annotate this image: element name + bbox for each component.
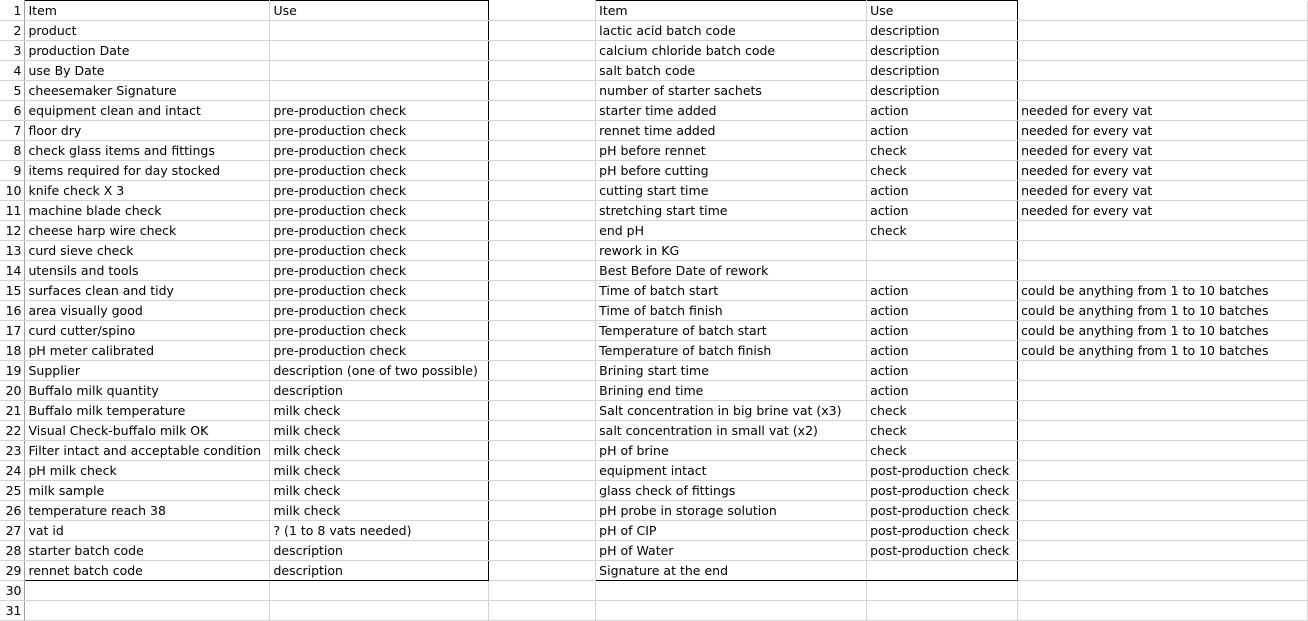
- cell-a[interactable]: curd sieve check: [25, 241, 270, 261]
- cell-d[interactable]: Temperature of batch start: [596, 321, 867, 341]
- row-header[interactable]: 21: [0, 401, 25, 421]
- cell-a[interactable]: cheese harp wire check: [25, 221, 270, 241]
- cell-b[interactable]: pre-production check: [270, 261, 489, 281]
- cell-d[interactable]: pH before rennet: [596, 141, 867, 161]
- cell-e[interactable]: action: [867, 301, 1018, 321]
- row-header[interactable]: 12: [0, 221, 25, 241]
- cell-c[interactable]: [489, 341, 596, 361]
- cell-d[interactable]: number of starter sachets: [596, 81, 867, 101]
- cell-f[interactable]: [1018, 381, 1308, 401]
- cell-f[interactable]: needed for every vat: [1018, 121, 1308, 141]
- cell-b[interactable]: description: [270, 561, 489, 581]
- cell-d[interactable]: Brining start time: [596, 361, 867, 381]
- sheet-row: [0, 581, 1308, 601]
- cell-a[interactable]: milk sample: [25, 481, 270, 501]
- cell-a[interactable]: Buffalo milk quantity: [25, 381, 270, 401]
- cell-a[interactable]: product: [25, 21, 270, 41]
- cell-a[interactable]: use By Date: [25, 61, 270, 81]
- row-header[interactable]: 27: [0, 521, 25, 541]
- cell-c[interactable]: [489, 581, 596, 601]
- cell-c[interactable]: [489, 561, 596, 581]
- sheet-row: [0, 481, 1308, 501]
- sheet-row: [0, 601, 1308, 621]
- cell-e[interactable]: check: [867, 141, 1018, 161]
- cell-c[interactable]: [489, 81, 596, 101]
- cell-a[interactable]: machine blade check: [25, 201, 270, 221]
- cell-b[interactable]: Use: [270, 1, 489, 21]
- cell-a[interactable]: Filter intact and acceptable condition: [25, 441, 270, 461]
- row-header[interactable]: 8: [0, 141, 25, 161]
- sheet-row: [0, 341, 1308, 361]
- cell-a[interactable]: production Date: [25, 41, 270, 61]
- row-header[interactable]: 4: [0, 61, 25, 81]
- row-header[interactable]: 9: [0, 161, 25, 181]
- cell-a[interactable]: Item: [25, 1, 270, 21]
- cell-c[interactable]: [489, 41, 596, 61]
- cell-d[interactable]: pH probe in storage solution: [596, 501, 867, 521]
- cell-f[interactable]: needed for every vat: [1018, 161, 1308, 181]
- cell-b[interactable]: milk check: [270, 501, 489, 521]
- sheet-row: [0, 141, 1308, 161]
- row-header[interactable]: 25: [0, 481, 25, 501]
- cell-c[interactable]: [489, 381, 596, 401]
- cell-b[interactable]: pre-production check: [270, 301, 489, 321]
- row-header[interactable]: 11: [0, 201, 25, 221]
- cell-d[interactable]: Temperature of batch finish: [596, 341, 867, 361]
- sheet-row: [0, 161, 1308, 181]
- row-header[interactable]: 17: [0, 321, 25, 341]
- cell-d[interactable]: rennet time added: [596, 121, 867, 141]
- cell-d[interactable]: rework in KG: [596, 241, 867, 261]
- row-header[interactable]: 30: [0, 581, 25, 601]
- row-header[interactable]: 28: [0, 541, 25, 561]
- cell-c[interactable]: [489, 21, 596, 41]
- cell-e[interactable]: post-production check: [867, 461, 1018, 481]
- cell-b[interactable]: pre-production check: [270, 341, 489, 361]
- row-header[interactable]: 14: [0, 261, 25, 281]
- cell-f[interactable]: needed for every vat: [1018, 101, 1308, 121]
- cell-c[interactable]: [489, 421, 596, 441]
- cell-f[interactable]: could be anything from 1 to 10 batches: [1018, 301, 1308, 321]
- cell-c[interactable]: [489, 441, 596, 461]
- cell-e[interactable]: action: [867, 121, 1018, 141]
- cell-c[interactable]: [489, 321, 596, 341]
- cell-c[interactable]: [489, 461, 596, 481]
- cell-f[interactable]: [1018, 1, 1308, 21]
- cell-b[interactable]: pre-production check: [270, 121, 489, 141]
- row-header[interactable]: 24: [0, 461, 25, 481]
- cell-e[interactable]: action: [867, 101, 1018, 121]
- cell-d[interactable]: Best Before Date of rework: [596, 261, 867, 281]
- cell-d[interactable]: Item: [596, 1, 867, 21]
- cell-f[interactable]: [1018, 521, 1308, 541]
- cell-d[interactable]: Signature at the end: [596, 561, 867, 581]
- cell-a[interactable]: pH milk check: [25, 461, 270, 481]
- cell-b[interactable]: pre-production check: [270, 221, 489, 241]
- cell-c[interactable]: [489, 541, 596, 561]
- sheet-row: [0, 281, 1308, 301]
- cell-e[interactable]: [867, 601, 1018, 621]
- cell-d[interactable]: salt batch code: [596, 61, 867, 81]
- cell-c[interactable]: [489, 61, 596, 81]
- cell-b[interactable]: description (one of two possible): [270, 361, 489, 381]
- cell-c[interactable]: [489, 301, 596, 321]
- cell-f[interactable]: [1018, 401, 1308, 421]
- cell-e[interactable]: [867, 581, 1018, 601]
- cell-b[interactable]: pre-production check: [270, 181, 489, 201]
- cell-d[interactable]: Salt concentration in big brine vat (x3): [596, 401, 867, 421]
- cell-c[interactable]: [489, 201, 596, 221]
- cell-f[interactable]: [1018, 541, 1308, 561]
- cell-b[interactable]: pre-production check: [270, 321, 489, 341]
- cell-f[interactable]: [1018, 361, 1308, 381]
- cell-f[interactable]: [1018, 61, 1308, 81]
- cell-e[interactable]: check: [867, 421, 1018, 441]
- cell-f[interactable]: [1018, 441, 1308, 461]
- cell-f[interactable]: [1018, 21, 1308, 41]
- sheet-row: [0, 81, 1308, 101]
- row-header[interactable]: 18: [0, 341, 25, 361]
- cell-f[interactable]: [1018, 81, 1308, 101]
- cell-d[interactable]: pH of brine: [596, 441, 867, 461]
- cell-d[interactable]: Brining end time: [596, 381, 867, 401]
- row-header[interactable]: 19: [0, 361, 25, 381]
- cell-e[interactable]: check: [867, 401, 1018, 421]
- cell-a[interactable]: utensils and tools: [25, 261, 270, 281]
- cell-e[interactable]: action: [867, 381, 1018, 401]
- sheet-row: [0, 121, 1308, 141]
- row-header[interactable]: 15: [0, 281, 25, 301]
- cell-b[interactable]: [270, 61, 489, 81]
- cell-a[interactable]: [25, 601, 270, 621]
- cell-c[interactable]: [489, 501, 596, 521]
- cell-a[interactable]: temperature reach 38: [25, 501, 270, 521]
- cell-f[interactable]: could be anything from 1 to 10 batches: [1018, 281, 1308, 301]
- cell-a[interactable]: surfaces clean and tidy: [25, 281, 270, 301]
- cell-b[interactable]: pre-production check: [270, 101, 489, 121]
- sheet-row: [0, 561, 1308, 581]
- cell-a[interactable]: rennet batch code: [25, 561, 270, 581]
- cell-f[interactable]: [1018, 501, 1308, 521]
- cell-f[interactable]: needed for every vat: [1018, 181, 1308, 201]
- row-header[interactable]: 31: [0, 601, 25, 621]
- cell-c[interactable]: [489, 281, 596, 301]
- cell-f[interactable]: [1018, 261, 1308, 281]
- cell-c[interactable]: [489, 161, 596, 181]
- row-header[interactable]: 29: [0, 561, 25, 581]
- sheet-row: [0, 441, 1308, 461]
- cell-a[interactable]: area visually good: [25, 301, 270, 321]
- cell-d[interactable]: salt concentration in small vat (x2): [596, 421, 867, 441]
- cell-c[interactable]: [489, 401, 596, 421]
- cell-e[interactable]: action: [867, 181, 1018, 201]
- sheet-row: [0, 521, 1308, 541]
- cell-c[interactable]: [489, 521, 596, 541]
- sheet-row: [0, 201, 1308, 221]
- cell-b[interactable]: pre-production check: [270, 141, 489, 161]
- sheet-row: [0, 261, 1308, 281]
- cell-e[interactable]: post-production check: [867, 521, 1018, 541]
- row-header[interactable]: 26: [0, 501, 25, 521]
- cell-a[interactable]: knife check X 3: [25, 181, 270, 201]
- cell-a[interactable]: cheesemaker Signature: [25, 81, 270, 101]
- cell-b[interactable]: [270, 21, 489, 41]
- cell-d[interactable]: end pH: [596, 221, 867, 241]
- cell-d[interactable]: stretching start time: [596, 201, 867, 221]
- sheet-row: [0, 41, 1308, 61]
- row-header[interactable]: 20: [0, 381, 25, 401]
- cell-c[interactable]: [489, 181, 596, 201]
- cell-d[interactable]: starter time added: [596, 101, 867, 121]
- cell-b[interactable]: [270, 581, 489, 601]
- cell-a[interactable]: equipment clean and intact: [25, 101, 270, 121]
- cell-b[interactable]: description: [270, 541, 489, 561]
- row-header[interactable]: 13: [0, 241, 25, 261]
- cell-e[interactable]: action: [867, 321, 1018, 341]
- cell-d[interactable]: Time of batch finish: [596, 301, 867, 321]
- cell-d[interactable]: Time of batch start: [596, 281, 867, 301]
- cell-f[interactable]: needed for every vat: [1018, 141, 1308, 161]
- cell-b[interactable]: pre-production check: [270, 281, 489, 301]
- cell-c[interactable]: [489, 121, 596, 141]
- row-header[interactable]: 22: [0, 421, 25, 441]
- cell-e[interactable]: description: [867, 21, 1018, 41]
- cell-c[interactable]: [489, 101, 596, 121]
- cell-d[interactable]: glass check of fittings: [596, 481, 867, 501]
- cell-e[interactable]: action: [867, 281, 1018, 301]
- cell-e[interactable]: description: [867, 41, 1018, 61]
- cell-f[interactable]: [1018, 581, 1308, 601]
- cell-d[interactable]: pH of CIP: [596, 521, 867, 541]
- row-header[interactable]: 7: [0, 121, 25, 141]
- cell-c[interactable]: [489, 361, 596, 381]
- cell-e[interactable]: [867, 261, 1018, 281]
- sheet-row: [0, 101, 1308, 121]
- row-header[interactable]: 23: [0, 441, 25, 461]
- cell-d[interactable]: calcium chloride batch code: [596, 41, 867, 61]
- cell-b[interactable]: milk check: [270, 421, 489, 441]
- cell-d[interactable]: pH before cutting: [596, 161, 867, 181]
- cell-e[interactable]: check: [867, 221, 1018, 241]
- cell-f[interactable]: [1018, 421, 1308, 441]
- cell-d[interactable]: cutting start time: [596, 181, 867, 201]
- cell-a[interactable]: starter batch code: [25, 541, 270, 561]
- cell-a[interactable]: check glass items and fittings: [25, 141, 270, 161]
- cell-b[interactable]: pre-production check: [270, 201, 489, 221]
- row-header[interactable]: 1: [0, 1, 25, 21]
- row-header[interactable]: 6: [0, 101, 25, 121]
- cell-e[interactable]: description: [867, 81, 1018, 101]
- cell-d[interactable]: pH of Water: [596, 541, 867, 561]
- cell-c[interactable]: [489, 261, 596, 281]
- cell-c[interactable]: [489, 141, 596, 161]
- cell-d[interactable]: equipment intact: [596, 461, 867, 481]
- cell-c[interactable]: [489, 1, 596, 21]
- row-header[interactable]: 5: [0, 81, 25, 101]
- cell-b[interactable]: [270, 81, 489, 101]
- cell-d[interactable]: [596, 601, 867, 621]
- cell-f[interactable]: [1018, 41, 1308, 61]
- sheet-row: [0, 461, 1308, 481]
- cell-e[interactable]: [867, 561, 1018, 581]
- cell-a[interactable]: pH meter calibrated: [25, 341, 270, 361]
- cell-b[interactable]: milk check: [270, 481, 489, 501]
- cell-b[interactable]: ? (1 to 8 vats needed): [270, 521, 489, 541]
- cell-b[interactable]: pre-production check: [270, 241, 489, 261]
- cell-c[interactable]: [489, 241, 596, 261]
- sheet-row: [0, 1, 1308, 21]
- cell-e[interactable]: post-production check: [867, 501, 1018, 521]
- sheet-row: [0, 181, 1308, 201]
- sheet-row: [0, 321, 1308, 341]
- cell-b[interactable]: pre-production check: [270, 161, 489, 181]
- cell-a[interactable]: Visual Check-buffalo milk OK: [25, 421, 270, 441]
- cell-e[interactable]: description: [867, 61, 1018, 81]
- cell-f[interactable]: could be anything from 1 to 10 batches: [1018, 321, 1308, 341]
- cell-f[interactable]: [1018, 461, 1308, 481]
- cell-a[interactable]: curd cutter/spino: [25, 321, 270, 341]
- row-header[interactable]: 2: [0, 21, 25, 41]
- cell-b[interactable]: description: [270, 381, 489, 401]
- cell-f[interactable]: [1018, 241, 1308, 261]
- cell-b[interactable]: milk check: [270, 441, 489, 461]
- cell-b[interactable]: [270, 601, 489, 621]
- sheet-row: [0, 541, 1308, 561]
- sheet-row: [0, 221, 1308, 241]
- cell-a[interactable]: Buffalo milk temperature: [25, 401, 270, 421]
- sheet-row: [0, 401, 1308, 421]
- cell-e[interactable]: action: [867, 201, 1018, 221]
- cell-e[interactable]: action: [867, 341, 1018, 361]
- cell-f[interactable]: [1018, 601, 1308, 621]
- row-header[interactable]: 10: [0, 181, 25, 201]
- cell-e[interactable]: [867, 241, 1018, 261]
- cell-a[interactable]: [25, 581, 270, 601]
- cell-b[interactable]: milk check: [270, 461, 489, 481]
- cell-e[interactable]: action: [867, 361, 1018, 381]
- cell-c[interactable]: [489, 601, 596, 621]
- sheet-row: [0, 421, 1308, 441]
- cell-d[interactable]: lactic acid batch code: [596, 21, 867, 41]
- cell-e[interactable]: check: [867, 161, 1018, 181]
- cell-a[interactable]: vat id: [25, 521, 270, 541]
- cell-c[interactable]: [489, 221, 596, 241]
- cell-f[interactable]: needed for every vat: [1018, 201, 1308, 221]
- sheet-row: [0, 21, 1308, 41]
- cell-c[interactable]: [489, 481, 596, 501]
- sheet-row: [0, 361, 1308, 381]
- row-header[interactable]: 16: [0, 301, 25, 321]
- cell-f[interactable]: [1018, 561, 1308, 581]
- sheet-row: [0, 61, 1308, 81]
- cell-e[interactable]: post-production check: [867, 481, 1018, 501]
- cell-b[interactable]: [270, 41, 489, 61]
- cell-f[interactable]: [1018, 221, 1308, 241]
- sheet-row: [0, 241, 1308, 261]
- cell-f[interactable]: could be anything from 1 to 10 batches: [1018, 341, 1308, 361]
- cell-a[interactable]: floor dry: [25, 121, 270, 141]
- cell-e[interactable]: post-production check: [867, 541, 1018, 561]
- sheet-row: [0, 301, 1308, 321]
- sheet-row: [0, 381, 1308, 401]
- cell-d[interactable]: [596, 581, 867, 601]
- cell-b[interactable]: milk check: [270, 401, 489, 421]
- cell-e[interactable]: Use: [867, 1, 1018, 21]
- cell-f[interactable]: [1018, 481, 1308, 501]
- cell-e[interactable]: check: [867, 441, 1018, 461]
- sheet-row: [0, 501, 1308, 521]
- row-header[interactable]: 3: [0, 41, 25, 61]
- cell-a[interactable]: items required for day stocked: [25, 161, 270, 181]
- cell-a[interactable]: Supplier: [25, 361, 270, 381]
